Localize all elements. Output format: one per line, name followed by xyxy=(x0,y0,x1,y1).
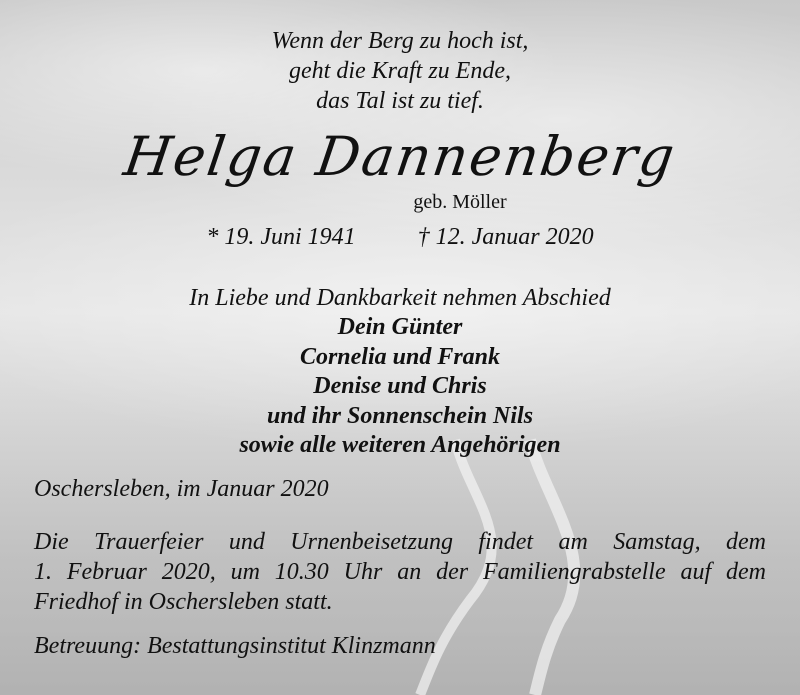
notice-line: 1. Februar 2020, um 10.30 Uhr an der Familiengrabstelle auf dem xyxy=(34,559,766,585)
mourner: Dein Günter xyxy=(337,314,463,340)
farewell-line: In Liebe und Dankbarkeit nehmen Abschied xyxy=(189,285,611,311)
mourner: Cornelia und Frank xyxy=(299,343,501,370)
birth-date: * 19. Juni 1941 xyxy=(206,224,356,250)
funeral-home: Betreuung: Bestattungsinstitut Klinzmann xyxy=(34,633,436,659)
mourner: sowie alle weiteren Angehörigen xyxy=(239,432,561,458)
funeral-notice xyxy=(34,527,766,617)
poem-line: geht die Kraft zu Ende, xyxy=(289,58,511,84)
notice-line: Die Trauerfeier und Urnenbeisetzung findet am Samstag, dem xyxy=(34,529,766,555)
poem xyxy=(0,26,800,116)
place-date: Oschersleben, im Januar 2020 xyxy=(34,476,329,502)
mourner: Denise und Chris xyxy=(313,373,487,399)
life-dates xyxy=(0,222,800,252)
maiden-name: geb. Möller xyxy=(413,191,507,213)
death-date: † 12. Januar 2020 xyxy=(417,224,594,250)
poem-line: Wenn der Berg zu hoch ist, xyxy=(271,28,529,54)
mourner: und ihr Sonnenschein Nils xyxy=(266,402,534,429)
mourners-list xyxy=(0,313,800,461)
deceased-name: Helga Dannenberg xyxy=(120,125,680,188)
notice-line: Friedhof in Oschersleben statt. xyxy=(34,589,333,615)
poem-line: das Tal ist zu tief. xyxy=(316,88,484,114)
